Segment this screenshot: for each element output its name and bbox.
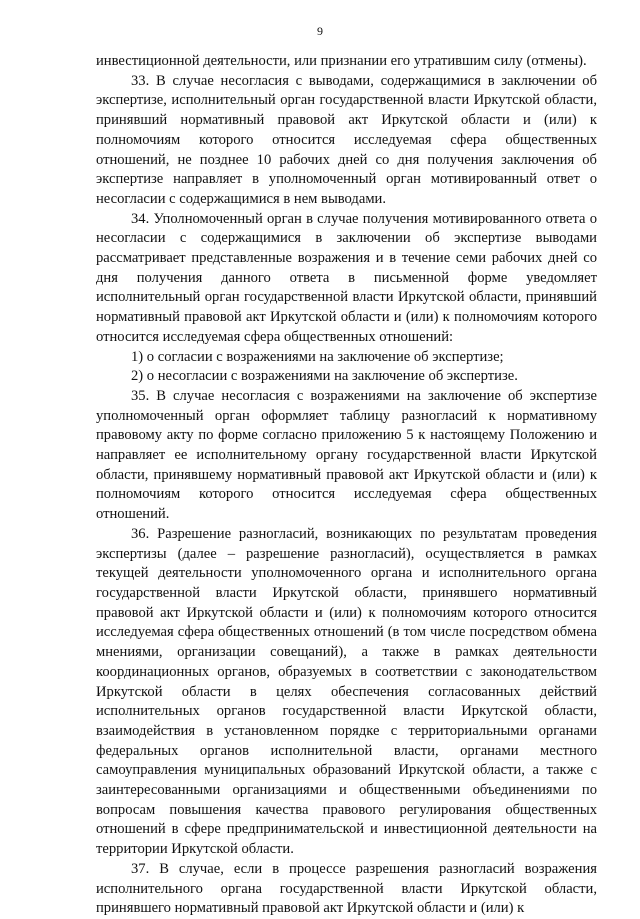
list-item-34-1: 1) о согласии с возражениями на заключение об экспертизе;: [131, 348, 504, 365]
page-number: 9: [317, 24, 323, 38]
paragraph-continuation: инвестиционной деятельности, или признании его утратившим силу (отмены).: [96, 53, 587, 69]
paragraph-37: 37. В случае, если в процессе разрешения разногласий возражения исполнительного органа государственной власти Иркутской области, принявшего нормативный правовой акт Иркутской области и (или) к: [96, 860, 597, 917]
paragraph-35: 35. В случае несогласия с возражениями на заключение об экспертизе уполномоченный орган оформляет таблицу разногласий к нормативному правовому акту по форме согласно приложению 5 к настоящему Положению и направляет ее исполнительному органу государственной власти Иркутской области, принявшему нормативный правовой акт Иркутской области и (или) к полномочиям которого относится исследуемая сфера общественных отношений.: [96, 387, 597, 523]
paragraph-33: 33. В случае несогласия с выводами, содержащимися в заключении об экспертизе, исполнительный орган государственной власти Иркутской области, принявший нормативный правовой акт Иркутской области и (или) к полномочиям которого относится исследуемая сфера общественных отношений, не позднее 10 рабочих дней со дня получения заключения об экспертизе направляет в уполномоченный орган мотивированный ответ о несогласии с содержащимися в нем выводами.: [96, 72, 597, 207]
paragraph-34: 34. Уполномоченный орган в случае получения мотивированного ответа о несогласии с содержащимися в заключении об экспертизе выводами рассматривает представленные возражения и в течение семи рабочих дней со дня получения данного ответа в письменной форме уведомляет исполнительный орган государственной власти Иркутской области, принявший нормативный правовой акт Иркутской области и (или) к полномочиям которого относится исследуемая сфера общественных отношений:: [96, 210, 597, 345]
list-item-34-2: 2) о несогласии с возражениями на заключение об экспертизе.: [131, 368, 518, 385]
paragraph-36: 36. Разрешение разногласий, возникающих по результатам проведения экспертизы (далее – разрешение разногласий), осуществляется в рамках текущей деятельности уполномоченного органа и исполнительного органа государственной власти Иркутской области, принявшего нормативный правовой акт Иркутской области и (или) к полномочиям которого относится исследуемая сфера общественных отношений (в том числе посредством обмена мнениями, организации совещаний), а также в рамках деятельности координационных органов, образуемых в соответствии с законодательством Иркутской области в целях обеспечения согласованных действий исполнительных органов государственной власти Иркутской области, взаимодействия в установленном порядке с территориальными органами федеральных органов исполнительной власти, органами местного самоуправления муниципальных образований Иркутской области, а также с заинтересованными организациями и общественными объединениями по вопросам повышения качества правового регулирования общественных отношений в сфере предпринимательской и инвестиционной деятельности на территории Иркутской области.: [96, 525, 597, 858]
